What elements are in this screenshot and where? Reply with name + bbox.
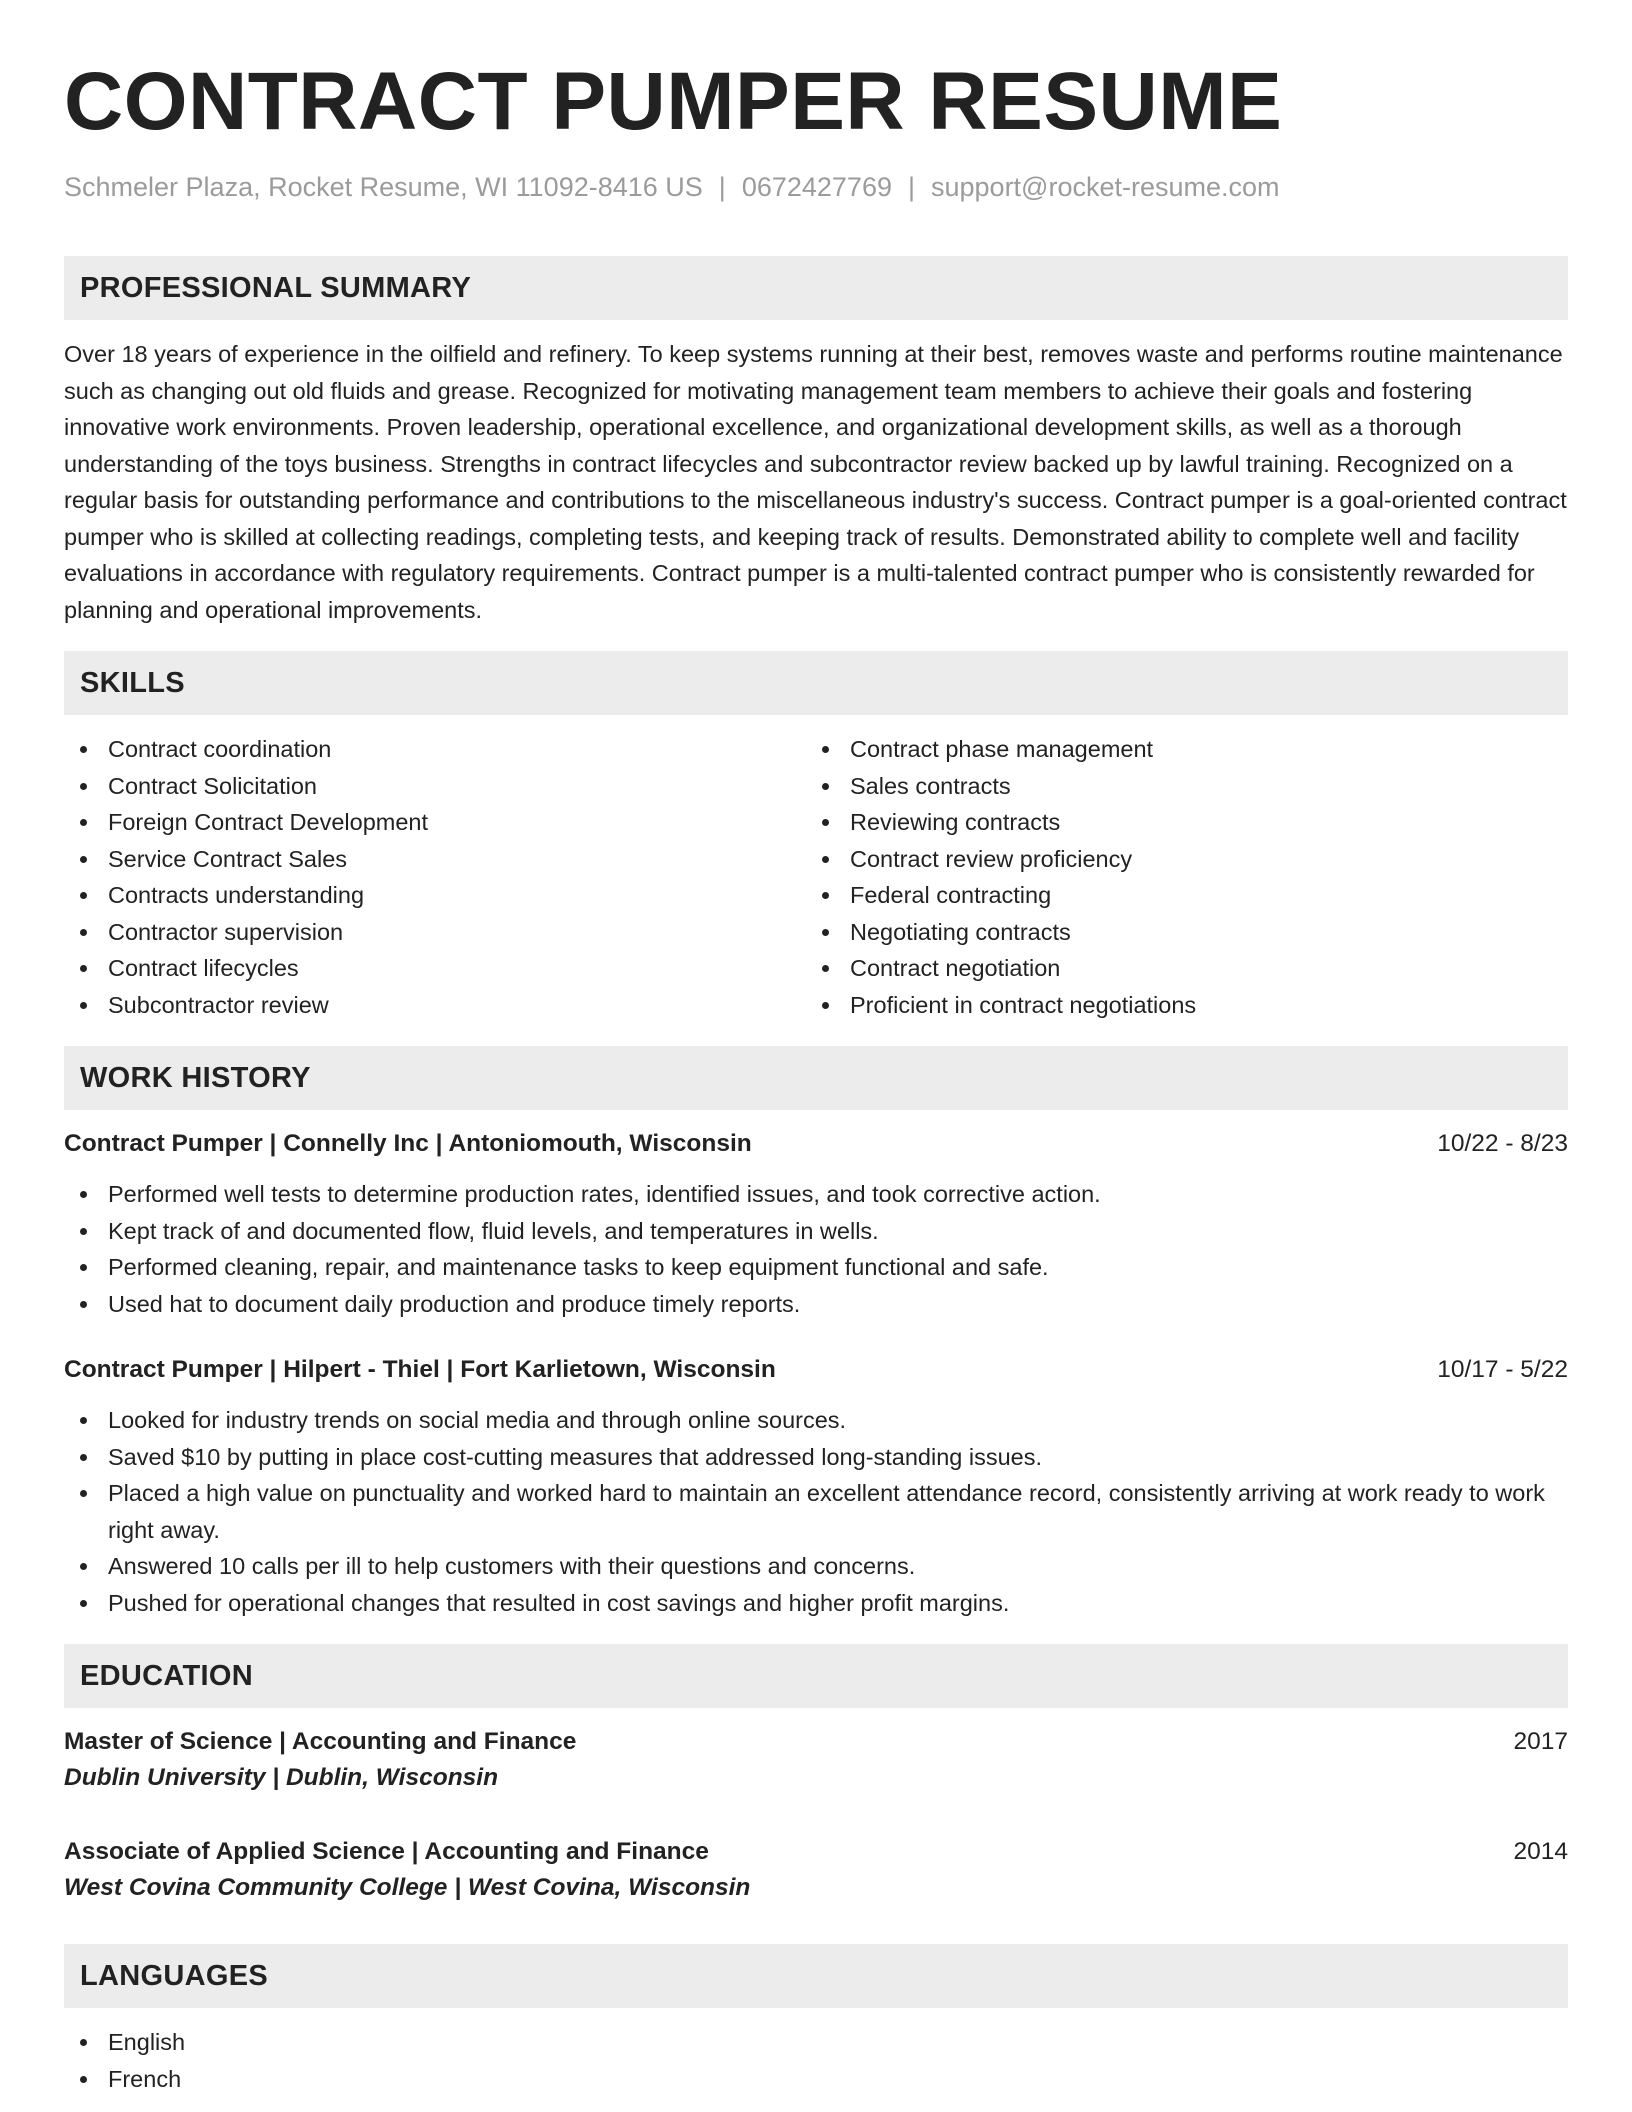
job-bullets <box>64 1176 1568 1322</box>
section-header-languages: LANGUAGES <box>64 1944 1568 2008</box>
job-dates: 10/17 - 5/22 <box>1437 1356 1568 1383</box>
job-bullet: Answered 10 calls per ill to help customers with their questions and concerns. <box>64 1548 1568 1585</box>
skills-column-right <box>806 731 1548 1023</box>
skill-item: Proficient in contract negotiations <box>806 987 1548 1024</box>
section-header-education: EDUCATION <box>64 1644 1568 1708</box>
job-dates: 10/22 - 8/23 <box>1437 1130 1568 1157</box>
summary-text: Over 18 years of experience in the oilfield and refinery. To keep systems running at their best, removes waste and performs routine maintenance such as changing out old fluids and grease. Recognized for motivating management team members to achieve their goals and fostering innovative work environments. Proven leadership, operational excellence, and organizational development skills, as well as a thorough understanding of the toys business. Strengths in contract lifecycles and subcontractor review backed up by lawful training. Recognized on a regular basis for outstanding performance and contributions to the miscellaneous industry's success. Contract pumper is a goal-oriented contract pumper who is skilled at collecting readings, completing tests, and keeping track of results. Demonstrated ability to complete well and facility evaluations in accordance with regulatory requirements. Contract pumper is a multi-talented contract pumper who is consistently rewarded for planning and operational improvements. <box>64 341 1567 623</box>
section-header-work-history: WORK HISTORY <box>64 1046 1568 1110</box>
skill-item: Contractor supervision <box>64 914 806 951</box>
job-header <box>64 1352 1568 1388</box>
skill-item: Contract Solicitation <box>64 768 806 805</box>
job-bullet: Used hat to document daily production and produce timely reports. <box>64 1286 1568 1323</box>
job-bullet: Looked for industry trends on social media and through online sources. <box>64 1402 1568 1439</box>
job-bullet: Saved $10 by putting in place cost-cutting measures that addressed long-standing issues. <box>64 1439 1568 1476</box>
job-entry <box>64 1126 1568 1322</box>
section-header-summary: PROFESSIONAL SUMMARY <box>64 256 1568 320</box>
contact-email: support@rocket-resume.com <box>931 172 1280 202</box>
contact-separator: | <box>907 172 915 202</box>
education-degree: Master of Science | Accounting and Finance <box>64 1728 577 1755</box>
job-bullet: Performed cleaning, repair, and maintenance tasks to keep equipment functional and safe. <box>64 1249 1568 1286</box>
languages-list <box>64 2024 1568 2097</box>
job-entry <box>64 1352 1568 1621</box>
education-header <box>64 1724 1568 1760</box>
job-bullet: Performed well tests to determine production rates, identified issues, and took corrective action. <box>64 1176 1568 1213</box>
education-degree: Associate of Applied Science | Accounting and Finance <box>64 1838 709 1865</box>
skill-item: Foreign Contract Development <box>64 804 806 841</box>
education-school: Dublin University | Dublin, Wisconsin <box>64 1764 499 1791</box>
language-item: English <box>64 2024 1568 2061</box>
skill-item: Contracts understanding <box>64 877 806 914</box>
skill-item: Negotiating contracts <box>806 914 1548 951</box>
job-bullet: Placed a high value on punctuality and worked hard to maintain an excellent attendance record, consistently arriving at work ready to work right away. <box>64 1475 1568 1548</box>
job-header <box>64 1126 1568 1162</box>
education-header <box>64 1834 1568 1870</box>
skill-item: Contract lifecycles <box>64 950 806 987</box>
skill-item: Federal contracting <box>806 877 1548 914</box>
skill-item: Contract review proficiency <box>806 841 1548 878</box>
job-bullet: Kept track of and documented flow, fluid levels, and temperatures in wells. <box>64 1213 1568 1250</box>
language-item: French <box>64 2061 1568 2098</box>
skill-item: Contract coordination <box>64 731 806 768</box>
section-header-skills: SKILLS <box>64 651 1568 715</box>
job-bullets <box>64 1402 1568 1621</box>
education-year: 2014 <box>1513 1838 1568 1865</box>
skill-item: Reviewing contracts <box>806 804 1548 841</box>
education-entry <box>64 1724 1568 1796</box>
job-bullet: Pushed for operational changes that resulted in cost savings and higher profit margins. <box>64 1585 1568 1622</box>
skills-list <box>64 731 1568 1023</box>
education-entry <box>64 1834 1568 1906</box>
job-title: Contract Pumper | Hilpert - Thiel | Fort Karlietown, Wisconsin <box>64 1356 776 1383</box>
contact-phone: 0672427769 <box>741 172 892 202</box>
education-year: 2017 <box>1513 1728 1568 1755</box>
skills-column-left <box>64 731 806 1023</box>
skill-item: Service Contract Sales <box>64 841 806 878</box>
skill-item: Contract phase management <box>806 731 1548 768</box>
job-title: Contract Pumper | Connelly Inc | Antoniomouth, Wisconsin <box>64 1130 752 1157</box>
contact-separator: | <box>718 172 726 202</box>
education-school: West Covina Community College | West Covina, Wisconsin <box>64 1874 751 1901</box>
skill-item: Subcontractor review <box>64 987 806 1024</box>
contact-address: Schmeler Plaza, Rocket Resume, WI 11092-8416 US <box>64 172 703 202</box>
resume-title: CONTRACT PUMPER RESUME <box>64 56 1283 147</box>
contact-line <box>64 170 1568 204</box>
skill-item: Sales contracts <box>806 768 1548 805</box>
skill-item: Contract negotiation <box>806 950 1548 987</box>
